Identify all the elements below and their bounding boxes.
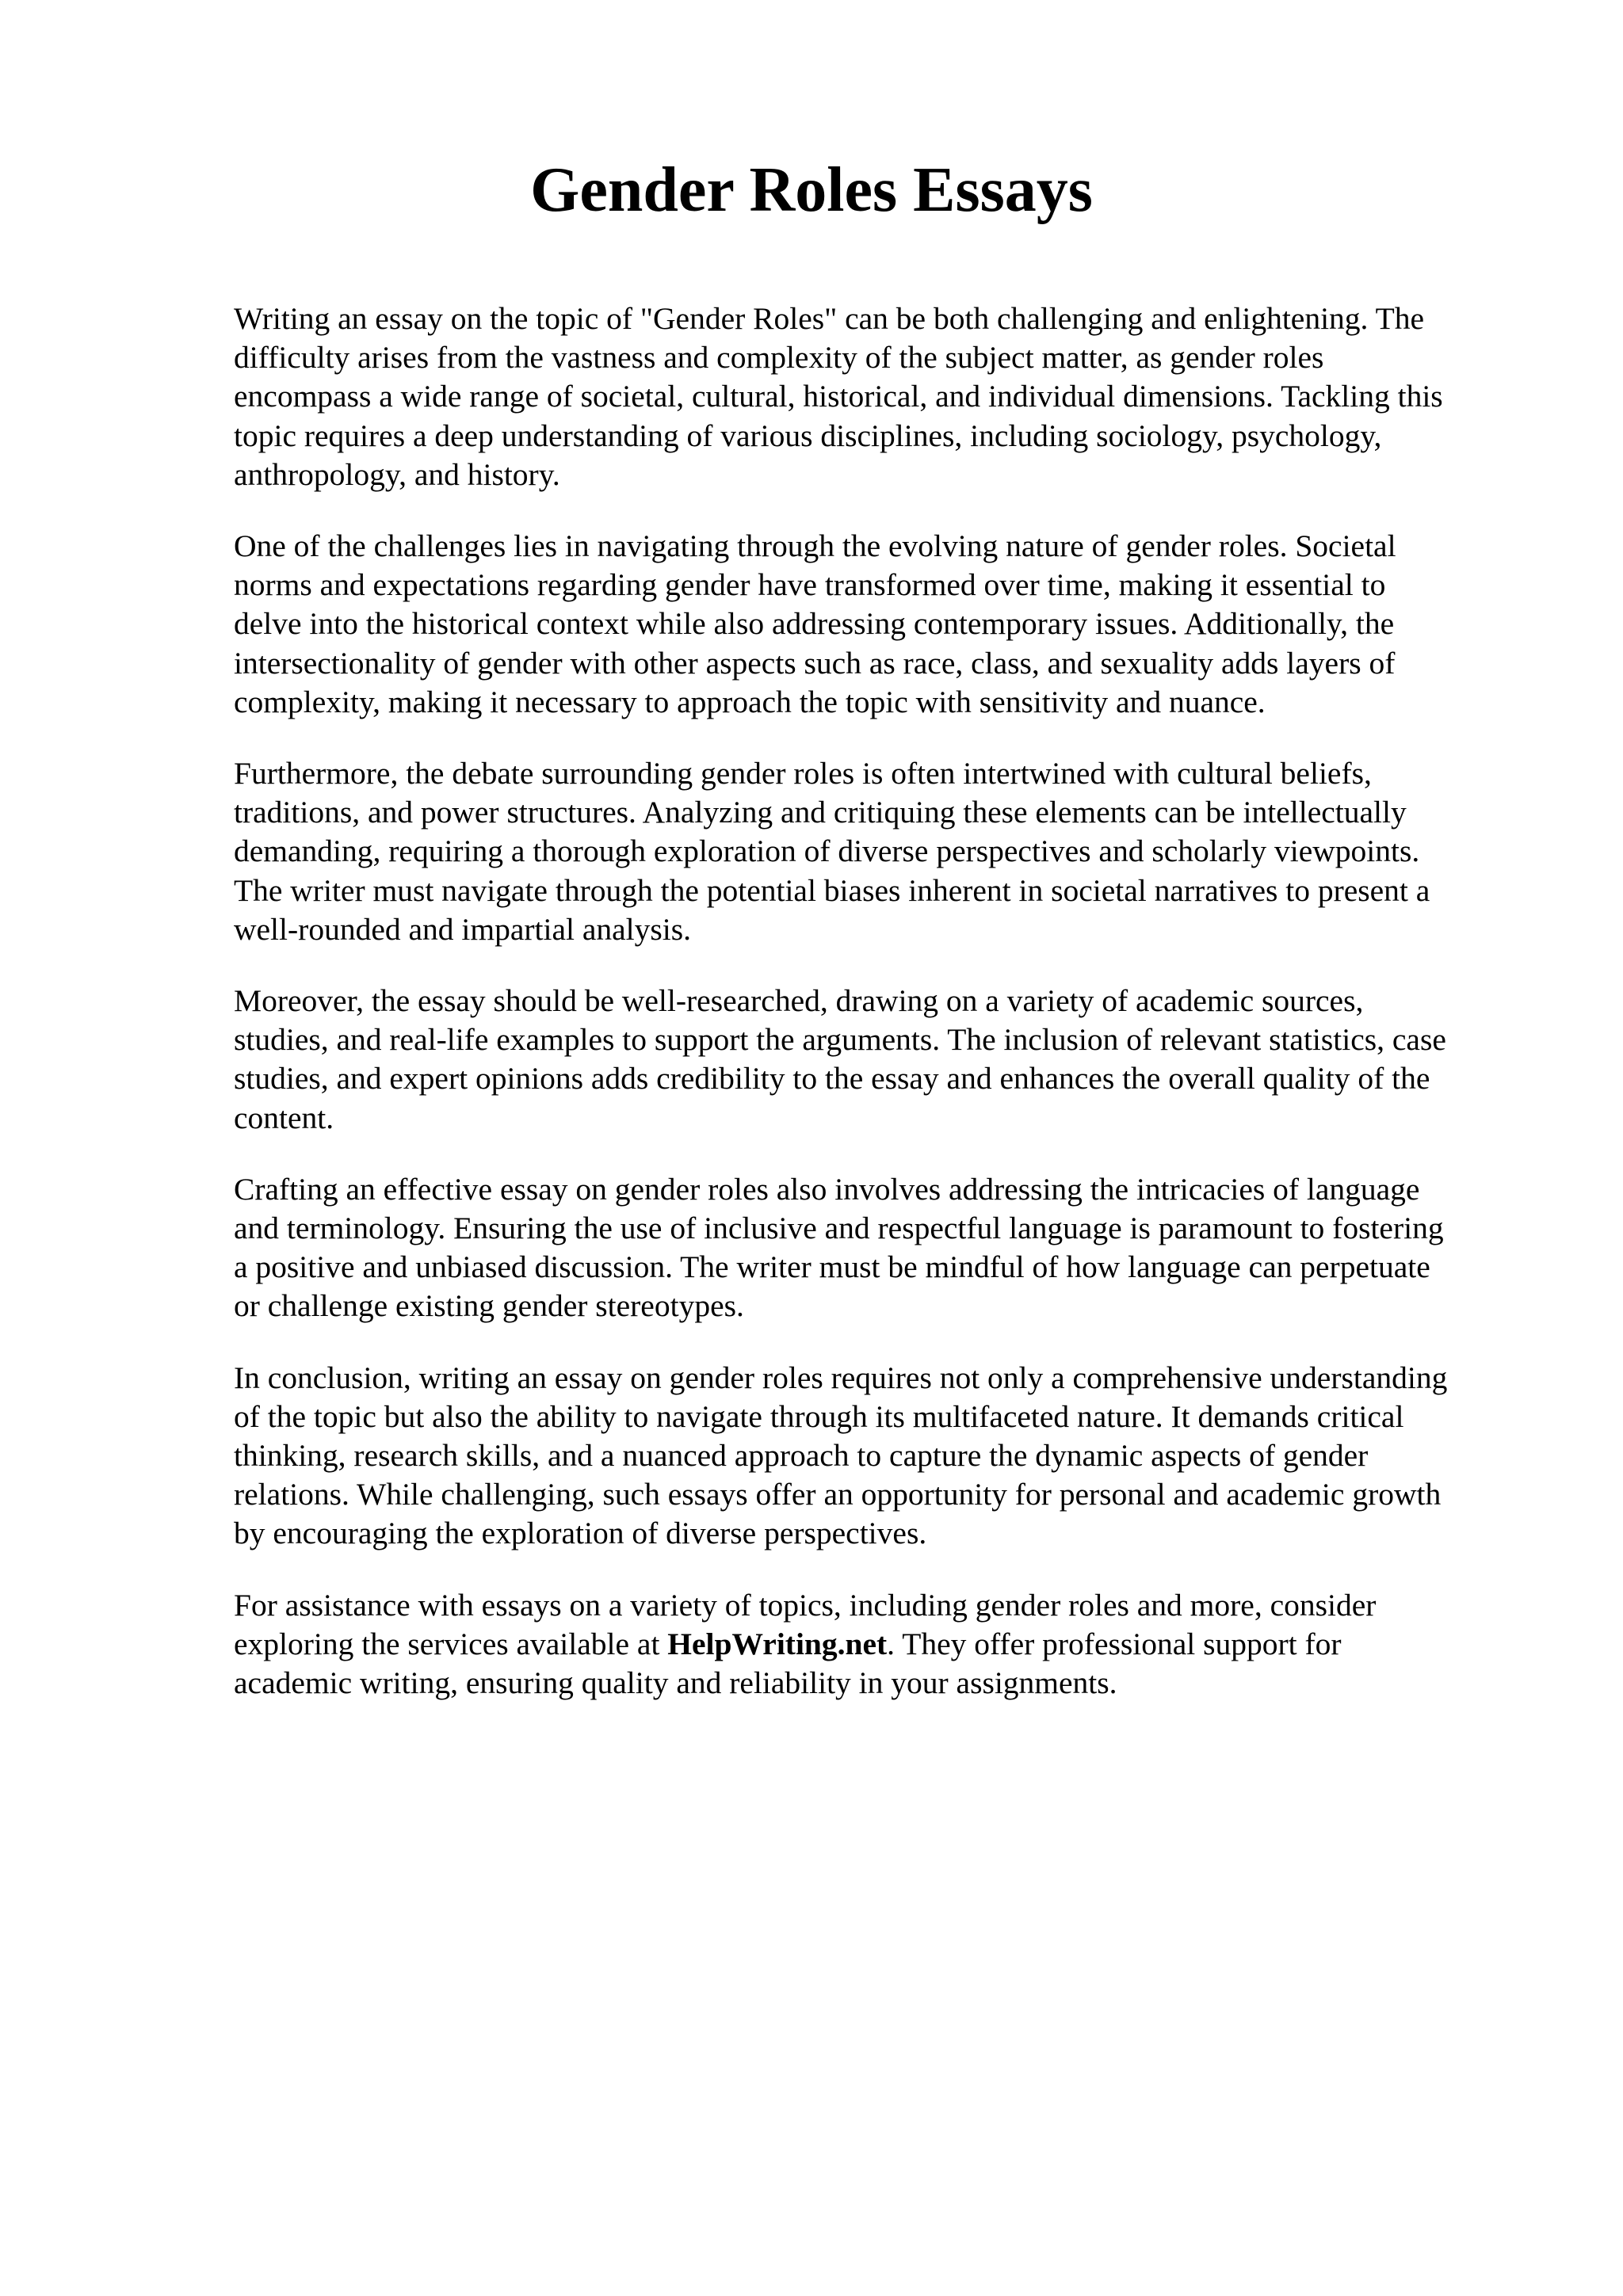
text-line: studies, and real-life examples to support the arguments. The inclusion of relevant statistics, case [234, 1022, 1446, 1058]
text-line: For assistance with essays on a variety of topics, including gender roles and more, consider [234, 1587, 1377, 1623]
page-title: Gender Roles Essays [530, 155, 1093, 225]
text-line: a positive and unbiased discussion. The writer must be mindful of how language can perpetuate [234, 1249, 1430, 1285]
helpwriting-brand-link: HelpWriting.net [667, 1626, 888, 1661]
text-line: of the topic but also the ability to navigate through its multifaceted nature. It demands critical [234, 1398, 1404, 1434]
text-line: encompass a wide range of societal, cultural, historical, and individual dimensions. Tackling this [234, 379, 1443, 414]
text-line: Moreover, the essay should be well-researched, drawing on a variety of academic sources, [234, 983, 1364, 1019]
text-line: In conclusion, writing an essay on gender roles requires not only a comprehensive understanding [234, 1360, 1448, 1395]
text-line: thinking, research skills, and a nuanced approach to capture the dynamic aspects of gender [234, 1438, 1369, 1474]
paragraph-2 [234, 527, 1518, 722]
text-line: well-rounded and impartial analysis. [234, 911, 691, 947]
text-line: demanding, requiring a thorough exploration of diverse perspectives and scholarly viewpoints. [234, 833, 1420, 869]
text-line: academic writing, ensuring quality and reliability in your assignments. [234, 1665, 1117, 1701]
paragraph-5 [234, 1170, 1518, 1326]
text-line: Furthermore, the debate surrounding gender roles is often intertwined with cultural beliefs, [234, 756, 1372, 791]
text-line [234, 1625, 1518, 1664]
text-line: or challenge existing gender stereotypes. [234, 1288, 744, 1324]
text-line: The writer must navigate through the potential biases inherent in societal narratives to present a [234, 872, 1430, 908]
text-fragment: exploring the services available at [234, 1626, 668, 1661]
text-line: complexity, making it necessary to approach the topic with sensitivity and nuance. [234, 684, 1266, 719]
text-line: norms and expectations regarding gender have transformed over time, making it essential to [234, 567, 1386, 603]
text-line: difficulty arises from the vastness and complexity of the subject matter, as gender roles [234, 340, 1324, 376]
closing-paragraph [234, 1586, 1518, 1703]
paragraph-3 [234, 754, 1518, 949]
text-line: anthropology, and history. [234, 456, 560, 492]
text-line: and terminology. Ensuring the use of inclusive and respectful language is paramount to fostering [234, 1211, 1444, 1246]
text-line: studies, and expert opinions adds credibility to the essay and enhances the overall quality of the [234, 1061, 1430, 1097]
text-line: intersectionality of gender with other aspects such as race, class, and sexuality adds layers of [234, 645, 1396, 681]
paragraph-4 [234, 982, 1518, 1138]
text-line: relations. While challenging, such essays offer an opportunity for personal and academic growth [234, 1477, 1442, 1512]
text-line: Writing an essay on the topic of "Gender Roles" can be both challenging and enlightening. The [234, 301, 1425, 336]
text-line: by encouraging the exploration of diverse perspectives. [234, 1516, 927, 1551]
text-line: Crafting an effective essay on gender roles also involves addressing the intricacies of language [234, 1171, 1420, 1207]
text-line: delve into the historical context while also addressing contemporary issues. Additionally, the [234, 606, 1395, 642]
paragraph-6 [234, 1359, 1518, 1554]
text-fragment: . They offer professional support for [887, 1626, 1342, 1661]
text-line: traditions, and power structures. Analyzing and critiquing these elements can be intellectually [234, 795, 1407, 830]
text-line: topic requires a deep understanding of various disciplines, including sociology, psychology, [234, 418, 1382, 453]
text-line: One of the challenges lies in navigating through the evolving nature of gender roles. Societal [234, 528, 1396, 564]
text-line: content. [234, 1100, 334, 1135]
essay-body [234, 299, 1518, 1735]
paragraph-1 [234, 299, 1518, 494]
